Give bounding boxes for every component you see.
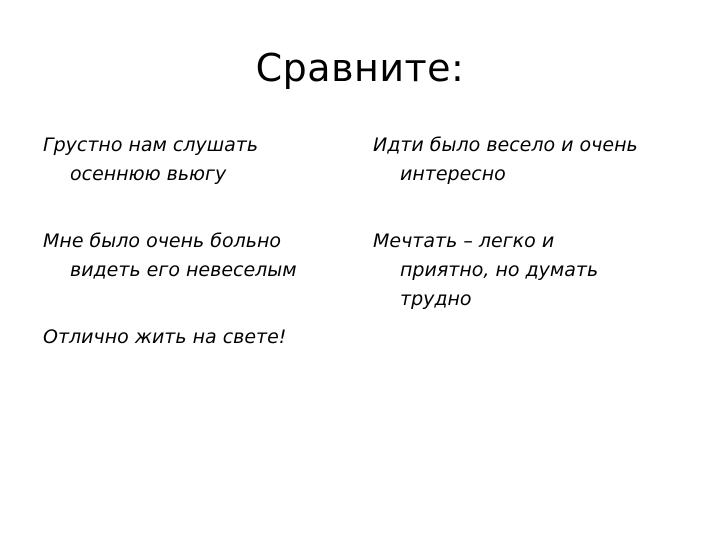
right-item-2: Мечтать – легко и приятно, но думать трудно bbox=[373, 230, 599, 310]
left-column bbox=[43, 131, 353, 390]
right-column bbox=[373, 131, 683, 352]
left-item-2: Мне было очень больно видеть его невеселым bbox=[43, 230, 297, 281]
left-item-3: Отлично жить на свете! bbox=[43, 326, 287, 348]
slide-title: Сравните: bbox=[255, 46, 465, 90]
left-item-1: Грустно нам слушать осеннюю вьюгу bbox=[43, 134, 259, 185]
right-item-1: Идти было весело и очень интересно bbox=[373, 134, 638, 185]
